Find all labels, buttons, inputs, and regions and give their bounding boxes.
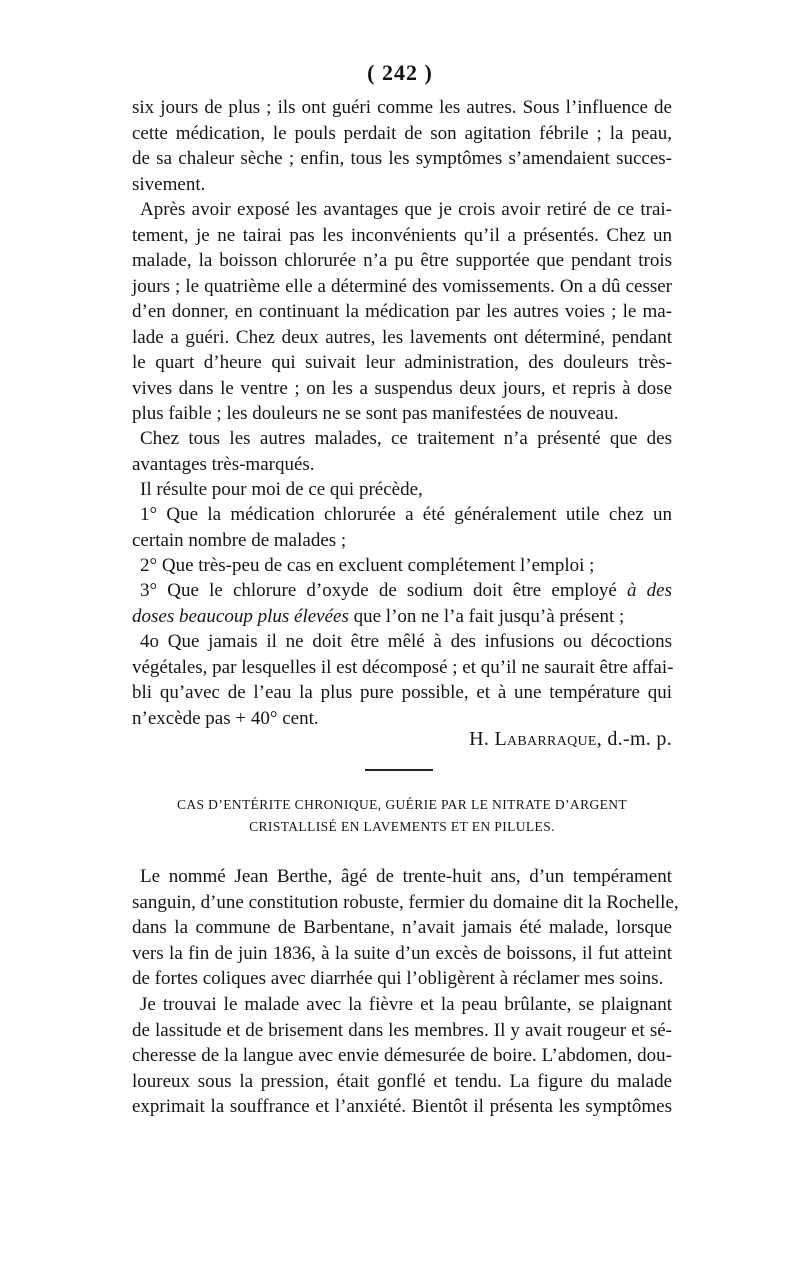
heading-line: CAS D’ENTÉRITE CHRONIQUE, GUÉRIE PAR LE NITRATE D’ARGENT (176, 797, 628, 812)
text-line: six jours de plus ; ils ont guéri comme les autres. Sous l’influence de (132, 97, 672, 118)
italic-text: à des (627, 580, 673, 601)
article-heading (132, 794, 672, 838)
text-line: Chez tous les autres malades, ce traitement n’a présenté que des (140, 428, 672, 449)
text-line: Il résulte pour moi de ce qui précède, (140, 479, 423, 500)
text-line: vers la fin de juin 1836, à la suite d’un excès de boissons, il fut atteint (132, 942, 672, 964)
text-line: d’en donner, en continuant la médication par les autres voies ; le ma- (132, 301, 672, 322)
section-divider (365, 769, 433, 771)
text-line: lade a guéri. Chez deux autres, les lavements ont déterminé, pendant (132, 326, 672, 348)
text-line: 4o Que jamais il ne doit être mêlé à des infusions ou décoctions (140, 631, 672, 652)
text-line: végétales, par lesquelles il est décomposé ; et qu’il ne saurait être affai- (132, 656, 674, 678)
text-line: vives dans le ventre ; on les a suspendus deux jours, et repris à dose (132, 377, 672, 399)
signature-initial: H. (469, 728, 490, 750)
text-line: jours ; le quatrième elle a déterminé des vomissements. On a dû cesser (132, 275, 672, 297)
text-line: 1° Que la médication chlorurée a été généralement utile chez un (140, 504, 672, 525)
list-item-point-3 (132, 578, 672, 629)
text-line: de lassitude et de brisement dans les membres. Il y avait rougeur et sé- (132, 1019, 672, 1041)
text-line: malade, la boisson chlorurée n’a pu être supportée que pendant trois (132, 250, 672, 271)
text-line: le quart d’heure qui suivait leur administration, des douleurs très- (132, 352, 672, 373)
text-line: Le nommé Jean Berthe, âgé de trente-huit ans, d’un tempérament (140, 866, 672, 887)
text-line: de fortes coliques avec diarrhée qui l’obligèrent à réclamer mes soins. (132, 968, 664, 989)
text-line: bli qu’avec de l’eau la plus pure possible, et à une température qui (132, 682, 672, 703)
signature-title: , d.-m. p. (596, 728, 672, 750)
text-line (132, 604, 672, 630)
signature-surname: Labarraque (494, 728, 597, 750)
text-line: certain nombre de malades ; (132, 529, 347, 551)
text-line: cheresse de la langue avec envie démesurée de boire. L’abdomen, dou- (132, 1045, 672, 1066)
text-line: sanguin, d’une constitution robuste, fermier du domaine dit la Rochelle, (132, 891, 679, 913)
text-segment: que l’on ne l’a fait jusqu’à présent ; (353, 605, 625, 627)
italic-text: doses beaucoup plus élevées (132, 605, 349, 627)
text-line: Je trouvai le malade avec la fièvre et la peau brûlante, se plaignant (140, 994, 672, 1015)
text-line: avantages très-marqués. (132, 453, 315, 475)
author-signature (132, 726, 672, 752)
text-line: 2° Que très-peu de cas en excluent complétement l’emploi ; (140, 555, 595, 576)
text-line: exprimait la souffrance et l’anxiété. Bientôt il présenta les symptômes (132, 1096, 672, 1117)
text-line: n’excède pas + 40° cent. (132, 707, 319, 729)
paragraph-jean-berthe (132, 864, 679, 992)
paragraph-fievre (132, 992, 672, 1120)
paragraph-inconvenients (132, 197, 672, 427)
paragraph-continuation (132, 95, 672, 197)
text-line: plus faible ; les douleurs ne se sont pas manifestées de nouveau. (132, 403, 619, 424)
page-number: ( 242 ) (367, 60, 433, 85)
list-item-point-2 (132, 553, 672, 579)
text-line: sivement. (132, 173, 206, 195)
text-line: tement, je ne tairai pas les inconvénients qu’il a présentés. Chez un (132, 224, 672, 246)
text-line: Après avoir exposé les avantages que je crois avoir retiré de ce trai- (140, 199, 672, 220)
text-line: loureux sous la pression, était gonflé et tendu. La figure du malade (132, 1070, 672, 1092)
text-segment: 3° Que le chlorure d’oxyde de sodium doit être employé (140, 580, 617, 601)
text-line: cette médication, le pouls perdait de son agitation fébrile ; la peau, (132, 122, 672, 144)
paragraph-resulte (132, 477, 672, 503)
text-line (132, 578, 672, 604)
list-item-point-4 (132, 629, 672, 731)
heading-line: CRISTALLISÉ EN LAVEMENTS ET EN PILULES. (249, 819, 555, 834)
list-item-point-1 (132, 502, 672, 553)
text-line: dans la commune de Barbentane, n’avait jamais été malade, lorsque (132, 917, 672, 938)
text-line: de sa chaleur sèche ; enfin, tous les symptômes s’amendaient succes- (132, 148, 672, 169)
paragraph-autres-malades (132, 426, 672, 477)
